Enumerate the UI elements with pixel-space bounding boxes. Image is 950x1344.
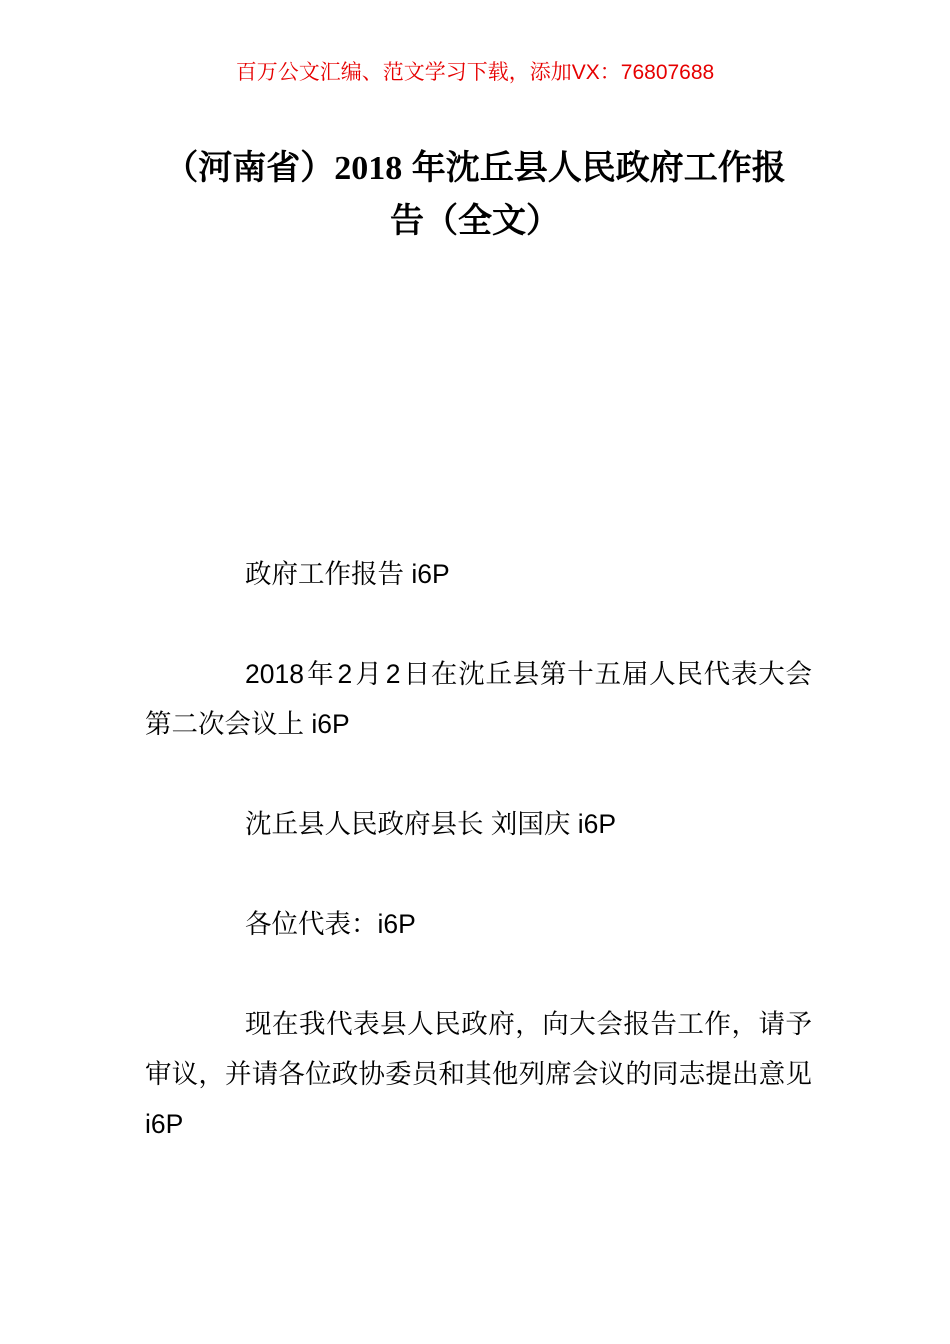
title-region-prefix: （河南省） <box>164 149 335 187</box>
paragraph-report-heading <box>145 549 812 599</box>
title-line-1 <box>60 142 890 195</box>
paragraph-meeting-info <box>145 649 812 749</box>
paragraph-line: 沈丘县人民政府县长 刘国庆 i6P <box>245 809 617 839</box>
document-title <box>60 142 890 247</box>
title-rest: 年沈丘县人民政府工作报 <box>402 149 786 187</box>
paragraph-line: 第二次会议上 i6P <box>145 709 350 739</box>
paragraph-line: 审议，并请各位政协委员和其他列席会议的同志提出意见 <box>145 1059 812 1089</box>
paragraph-salutation <box>145 899 812 949</box>
paragraph-line: 现在我代表县人民政府，向大会报告工作，请予 <box>245 1009 812 1039</box>
paragraph-speaker-line <box>145 799 812 849</box>
paragraph-line: i6P <box>145 1109 184 1139</box>
title-year: 2018 <box>334 150 403 187</box>
paragraph-line: 2018 年 2 月 2 日在沈丘县第十五届人民代表大会 <box>245 659 812 689</box>
document-body <box>145 549 812 1199</box>
promo-banner-text: 百万公文汇编、范文学习下载，添加VX：76807688 <box>235 61 715 84</box>
title-line-2: 告（全文） <box>390 202 560 240</box>
paragraph-line: 各位代表：i6P <box>245 909 416 939</box>
paragraph-line: 政府工作报告 i6P <box>245 559 450 589</box>
paragraph-opening <box>145 999 812 1149</box>
